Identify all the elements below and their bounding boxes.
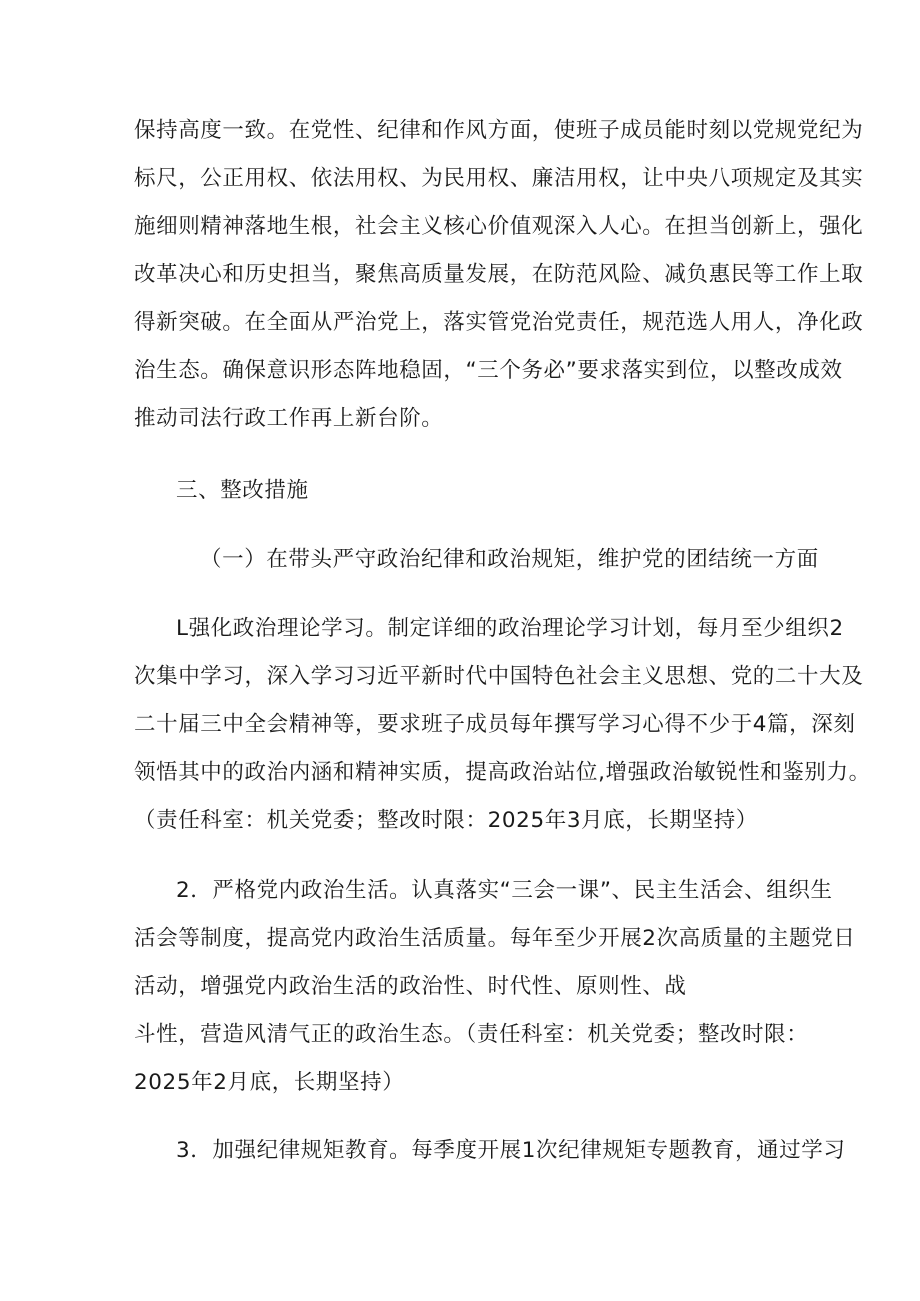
item2-line: 斗性，营造风清气正的政治生态。（责任科室：机关党委；整改时限： (134, 1022, 809, 1047)
item2-line: 活会等制度，提高党内政治生活质量。每年至少开展2次高质量的主题党日 (134, 926, 856, 951)
item1-line: 次集中学习，深入学习习近平新时代中国特色社会主义思想、党的二十大及 (134, 664, 864, 689)
item2-responsibility-line: 2025年2月底，长期坚持） (134, 1070, 405, 1095)
item3-line: 3．加强纪律规矩教育。每季度开展1次纪律规矩专题教育，通过学习 (176, 1138, 846, 1163)
paragraph-line: 改革决心和历史担当，聚焦高质量发展，在防范风险、减负惠民等工作上取 (134, 262, 864, 287)
paragraph-line: 治生态。确保意识形态阵地稳固，“三个务必”要求落实到位，以整改成效 (134, 358, 843, 383)
item2-line: 2．严格党内政治生活。认真落实“三会一课”、民主生活会、组织生 (176, 878, 833, 903)
item1-line: 二十届三中全会精神等，要求班子成员每年撰写学习心得不少于4篇，深刻 (134, 712, 856, 737)
paragraph-line: 推动司法行政工作再上新台阶。 (134, 406, 444, 431)
paragraph-line: 得新突破。在全面从严治党上，落实管党治党责任，规范选人用人，净化政 (134, 310, 864, 335)
paragraph-line: 保持高度一致。在党性、纪律和作风方面，使班子成员能时刻以党规党纪为 (134, 118, 864, 143)
item2-line: 活动，增强党内政治生活的政治性、时代性、原则性、战 (134, 974, 687, 999)
paragraph-line: 施细则精神落地生根，社会主义核心价值观深入人心。在担当创新上，强化 (134, 214, 864, 239)
section-heading: 三、整改措施 (176, 478, 309, 503)
item1-responsibility-line: （责任科室：机关党委；整改时限：2025年3月底，长期坚持） (134, 808, 758, 833)
item1-line: L强化政治理论学习。制定详细的政治理论学习计划，每月至少组织2 (176, 616, 844, 641)
paragraph-line: 标尺，公正用权、依法用权、为民用权、廉洁用权，让中央八项规定及其实 (134, 166, 864, 191)
item1-line: 领悟其中的政治内涵和精神实质，提高政治站位,增强政治敏锐性和鉴别力。 (134, 760, 871, 785)
subsection-heading: （一）在带头严守政治纪律和政治规矩，维护党的团结统一方面 (200, 547, 819, 572)
